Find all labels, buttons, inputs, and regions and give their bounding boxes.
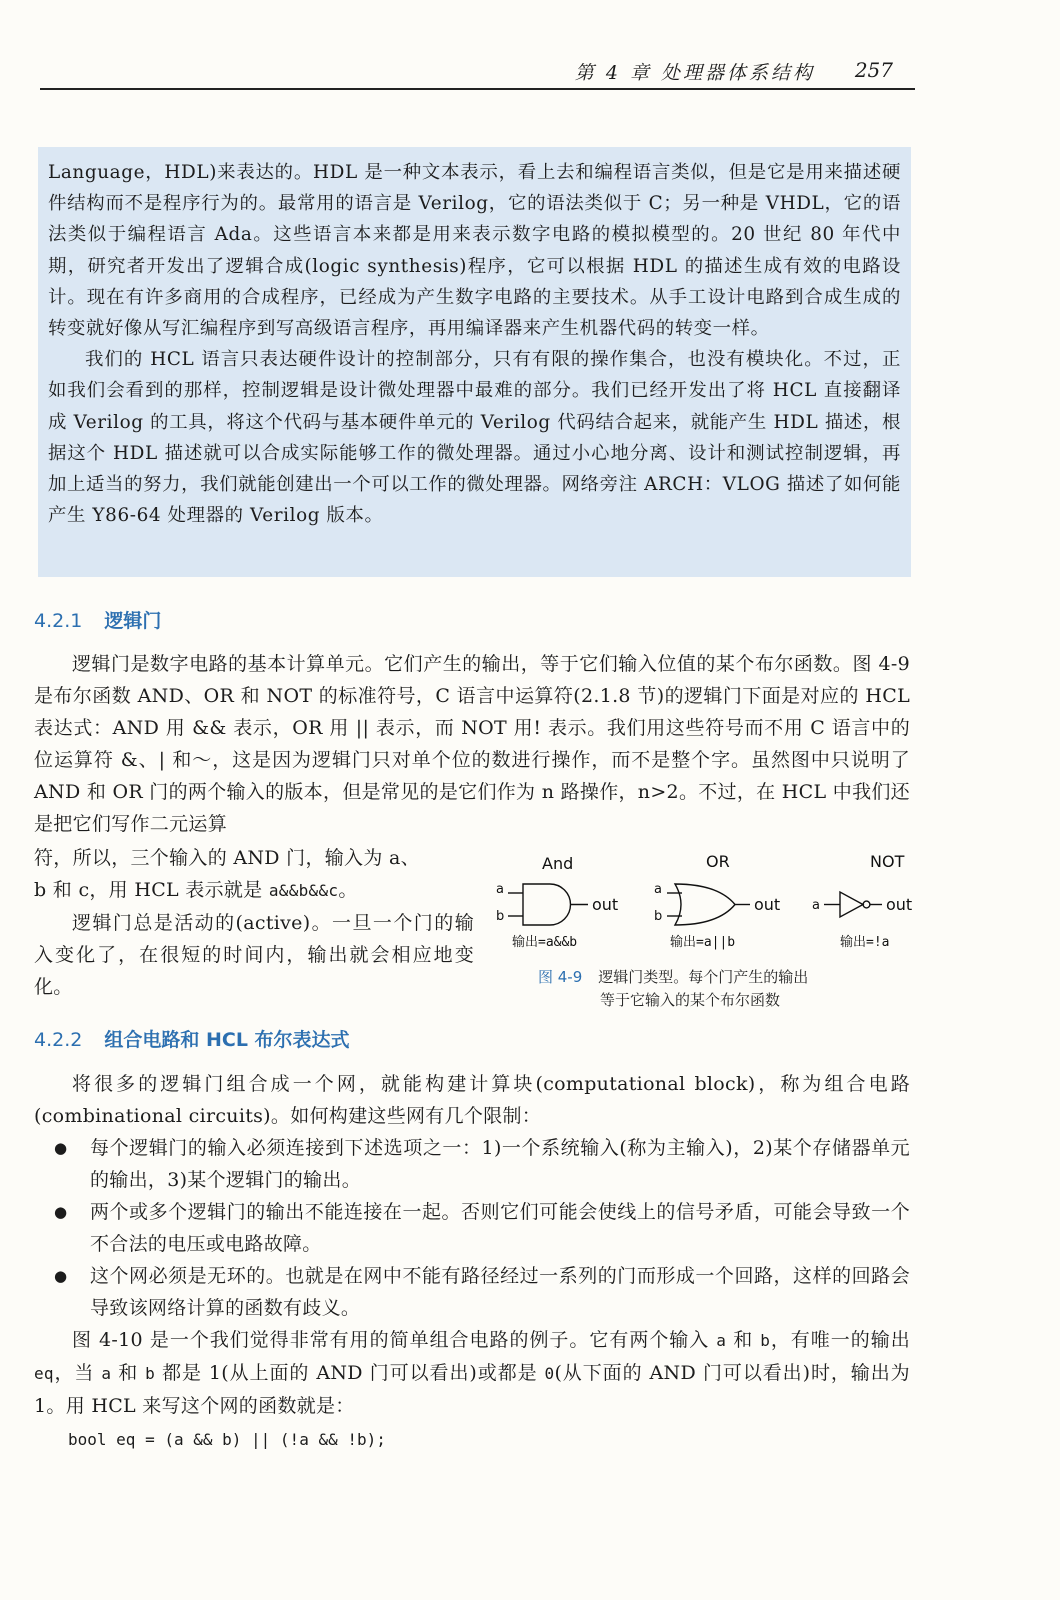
text-run: ，当 [53,1362,102,1384]
gate-title-and: And [542,854,574,873]
text-run: ，有唯一的输出 [770,1329,910,1351]
sidebar-box [38,147,911,577]
code-block: bool eq = (a && b) || (!a && !b); [68,1430,386,1449]
page-number: 257 [854,58,893,82]
not-input-a: a [812,898,820,913]
body-line [34,874,474,907]
section-title: 组合电路和 HCL 布尔表达式 [104,1029,350,1051]
list-item: ● 每个逻辑门的输入必须连接到下述选项之一：1)一个系统输入(称为主输入)，2)某个存储器单元的输出，3)某个逻辑门的输出。 [34,1132,910,1196]
inline-code: b [760,1331,771,1350]
sidebar-paragraph: 我们的 HCL 语言只表达硬件设计的控制部分，只有有限的操作集合，也没有模块化。不过，正如我们会看到的那样，控制逻辑是设计微处理器中最难的部分。我们已经开发出了将 HCL 直接翻译成 Verilog 的工具，将这个代码与基本硬件单元的 Verilog 代码结合起来，就能产生 HDL 描述，根据这个 HDL 描述就可以合成实际能够工作的微处理器。通过小心地分离、设计和测试控制逻辑，再加上适当的努力，我们就能创建出一个可以工作的微处理器。网络旁注 ARCH：VLOG 描述了如何能产生 Y86-64 处理器的 Verilog 版本。 [48,349,901,527]
gate-title-not: NOT [870,852,905,871]
not-expression: 输出=!a [840,935,890,950]
not-output-label: out [886,895,912,914]
constraint-list [34,1132,910,1324]
gate-title-or: OR [706,852,730,871]
text-run: b 和 c，用 HCL 表示就是 [34,879,269,901]
text-run: 。 [338,879,358,901]
body-line: 符，所以，三个输入的 AND 门，输入为 a、 [34,847,420,869]
sidebar-paragraph: Language，HDL)来表达的。HDL 是一种文本表示，看上去和编程语言类似，但是它是用来描述硬件结构而不是程序行为的。最常用的语言是 Verilog，它的语法类似于 C；另一种是 VHDL，它的语法类似于编程语言 Ada。这些语言本来都是用来表示数字电路的模拟模型的。20 世纪 80 年代中期，研究者开发出了逻辑合成(logic synthesis)程序，它可以根据 HDL 的描述生成有效的电路设计。现在有许多商用的合成程序，已经成为产生数字电路的主要技术。从手工设计电路到合成生成的转变就好像从写汇编程序到写高级语言程序，再用编译器来产生机器代码的转变一样。 [48,162,901,340]
figure-caption [538,966,908,1012]
section-number: 4.2.2 [34,1029,83,1051]
body-paragraph: 逻辑门是数字电路的基本计算单元。它们产生的输出，等于它们输入位值的某个布尔函数。图 4-9 是布尔函数 AND、OR 和 NOT 的标准符号，C 语言中运算符(2.1.8 节)的逻辑门下面是对应的 HCL 表达式：AND 用 && 表示，OR 用 || 表示，而 NOT 用! 表示。我们用这些符号而不用 C 语言中的位运算符 &、| 和～，这是因为逻辑门只对单个位的数进行操作，而不是整个字。虽然图中只说明了 AND 和 OR 门的两个输入的版本，但是常见的是它们作为 n 路操作，n>2。不过，在 HCL 中我们还是把它们写作二元运算 [34,653,910,835]
body-paragraph: 将很多的逻辑门组合成一个网，就能构建计算块(computational block)，称为组合电路(combinational circuits)。如何构建这些网有几个限制： [34,1073,910,1127]
text-run: 和 [726,1329,761,1351]
section-4-2-1-body [34,648,910,840]
text-run: 都是 1(从上面的 AND 门可以看出)或都是 [155,1362,545,1384]
narrow-text-column [34,842,474,1003]
inline-code: a&&b&&c [268,881,339,900]
section-number: 4.2.1 [34,610,83,632]
figure-4-9 [492,848,912,1023]
section-4-2-2-body [34,1068,910,1422]
text-run: 图 4-10 是一个我们觉得非常有用的简单组合电路的例子。它有两个输入 [72,1329,717,1351]
not-gate-icon [824,892,882,917]
section-heading-4-2-2 [34,1025,350,1052]
caption-line: 等于它输入的某个布尔函数 [600,991,781,1009]
or-expression: 输出=a||b [670,935,736,950]
figure-label: 图 4-9 [538,968,583,986]
or-input-a: a [654,882,662,897]
inline-code: a [716,1331,727,1350]
and-gate-icon [508,884,588,925]
list-item: ● 这个网必须是无环的。也就是在网中不能有路径经过一系列的门而形成一个回路，这样的回路会导致该网络计算的函数有歧义。 [34,1260,910,1324]
and-output-label: out [592,895,619,914]
inline-code: 0 [544,1364,555,1383]
text-run: 和 [111,1362,146,1384]
page-header [40,52,915,90]
caption-line: 逻辑门类型。每个门产生的输出 [598,968,809,986]
and-input-a: a [496,882,504,897]
list-item: ● 两个或多个逻辑门的输出不能连接在一起。否则它们可能会使线上的信号矛盾，可能会导致一个不合法的电压或电路故障。 [34,1196,910,1260]
section-title: 逻辑门 [104,610,162,632]
body-paragraph: 逻辑门总是活动的(active)。一旦一个门的输入变化了，在很短的时间内，输出就会相应地变化。 [34,912,474,998]
inline-code: b [145,1364,156,1383]
body-paragraph [34,1324,910,1422]
and-input-b: b [496,909,505,924]
chapter-title: 第 4 章 处理器体系结构 [574,62,815,84]
inline-code: a [101,1364,112,1383]
logic-gates-diagram [492,848,912,963]
or-output-label: out [754,895,781,914]
inline-code: eq [34,1364,54,1383]
or-gate-icon [667,884,750,925]
text-run: (从下面的 AND 门可以看出)时，输出为 1。用 HCL 来写这个网的函数就是： [34,1362,910,1417]
section-heading-4-2-1 [34,606,161,633]
and-expression: 输出=a&&b [512,935,578,950]
or-input-b: b [654,909,663,924]
